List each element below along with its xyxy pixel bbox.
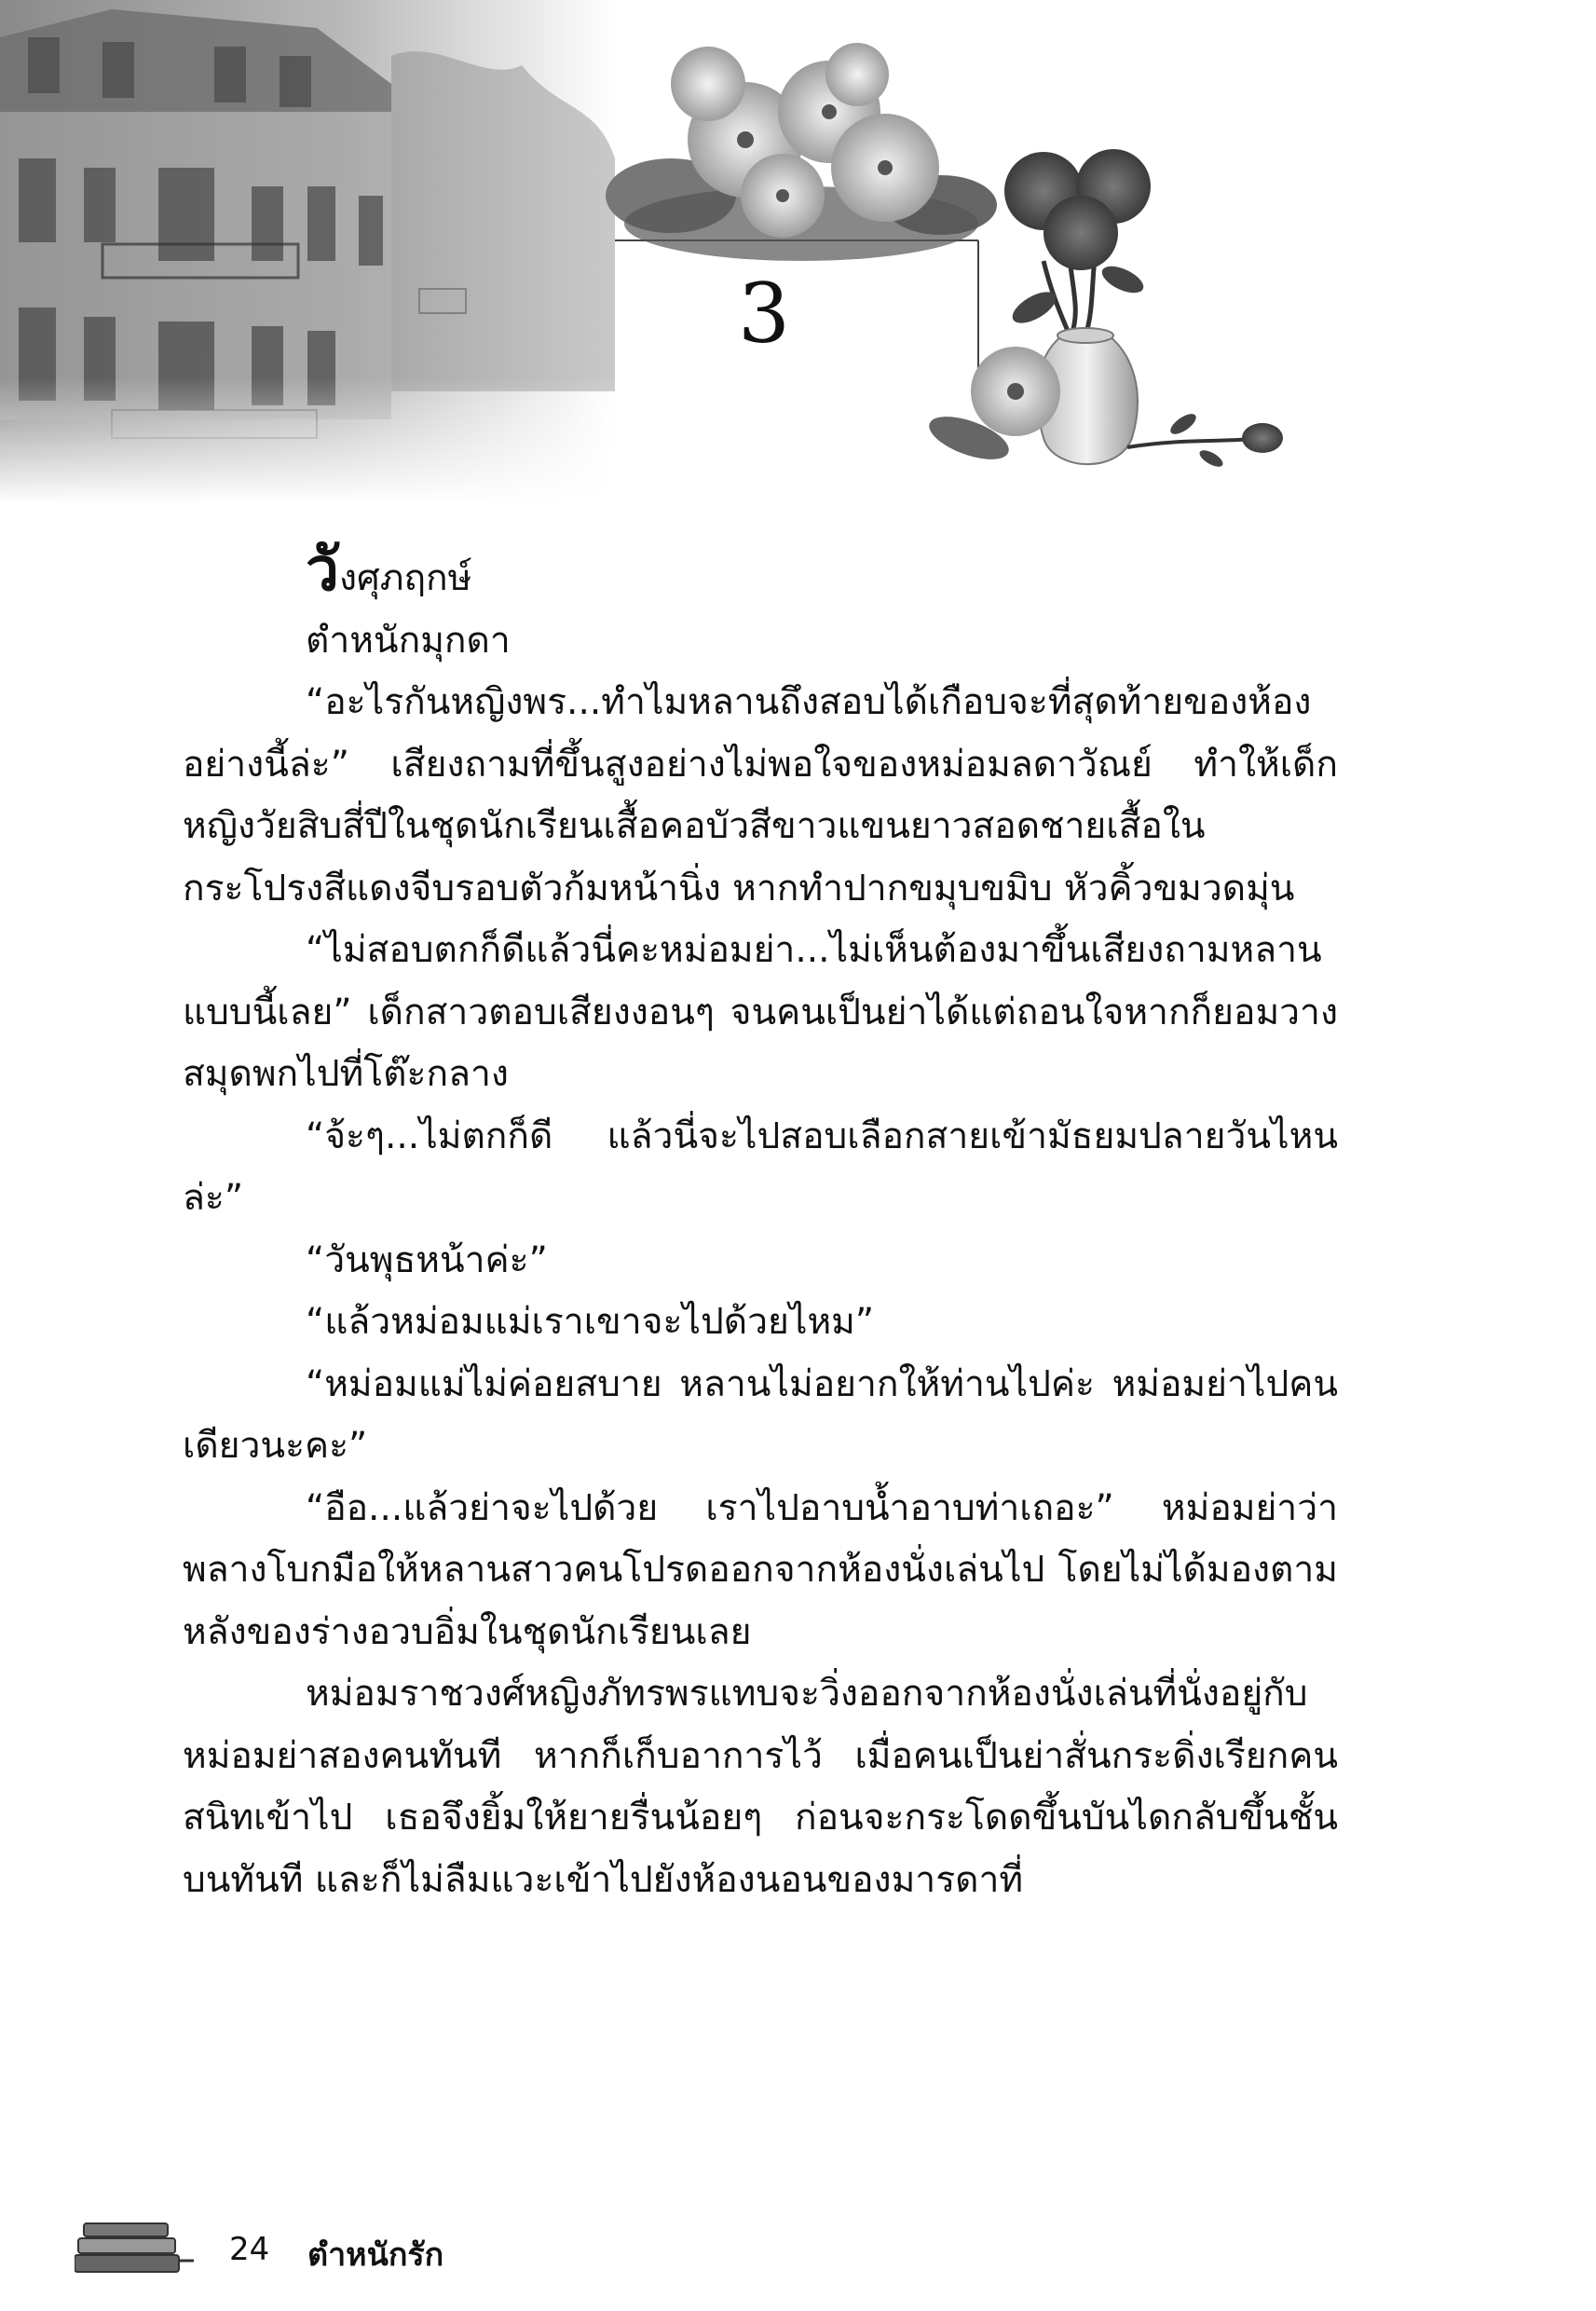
paragraph: “วันพุธหน้าค่ะ” (306, 1238, 548, 1281)
chapter-header-illustration (0, 0, 1596, 522)
book-stack-icon (75, 2218, 196, 2277)
paragraph: หม่อมราชวงศ์หญิงภัทรพรแทบจะวิ่งออกจากห้องนั่งเล่นที่นั่งอยู่กับหม่อมย่าสองคนทันที หากก็เก็บอาการไว้ เมื่อคนเป็นย่าสั่นกระดิ่งเรียกคนสนิทเข้าไป เธอจึงยิ้มให้ยายรื่นน้อยๆ ก่อนจะกระโดดขึ้นบันไดกลับขึ้นชั้นบนทันที และก็ไม่ลืมแวะเข้าไปยังห้องนอนของมารดาที่ (183, 1673, 1338, 1901)
mansion-image (0, 0, 615, 503)
paragraph: “แล้วหม่อมแม่เราเขาจะไปด้วยไหม” (306, 1301, 875, 1343)
running-title: ตำหนักรัก (307, 2236, 444, 2274)
chapter-number: 3 (738, 266, 790, 362)
paragraph: “หม่อมแม่ไม่ค่อยสบาย หลานไม่อยากให้ท่านไปค่ะ หม่อมย่าไปคนเดียวนะคะ” (183, 1362, 1338, 1467)
opening-heading-rest: งศุภฤกษ์ (338, 557, 472, 599)
page-number: 24 (229, 2231, 270, 2268)
paragraph: “อือ...แล้วย่าจะไปด้วย เราไปอาบน้ำอาบท่าเถอะ” หม่อมย่าว่าพลางโบกมือให้หลานสาวคนโปรดออกจากห้องนั่งเล่นไป โดยไม่ได้มองตามหลังของร่างอวบอิ่มในชุดนักเรียนเลย (183, 1486, 1338, 1653)
paragraph: “ไม่สอบตกก็ดีแล้วนี่คะหม่อมย่า...ไม่เห็นต้องมาขึ้นเสียงถามหลานแบบนี้เลย” เด็กสาวตอบเสียงงอนๆ จนคนเป็นย่าได้แต่ถอนใจหากก็ยอมวางสมุดพกไปที่โต๊ะกลาง (183, 929, 1338, 1095)
paragraph: “อะไรกันหญิงพร...ทำไมหลานถึงสอบได้เกือบจะที่สุดท้ายของห้องอย่างนี้ล่ะ” เสียงถามที่ขึ้นสูงอย่างไม่พอใจของหม่อมลดาวัณย์ ทำให้เด็กหญิงวัยสิบสี่ปีในชุดนักเรียนเสื้อคอบัวสีขาวแขนยาวสอดชายเสื้อในกระโปรงสีแดงจีบรอบตัวก้มหน้านิ่ง หากทำปากขมุบขมิบ หัวคิ้วขมวดมุ่น (183, 681, 1338, 909)
paragraph: ตำหนักมุกดา (306, 619, 511, 662)
drop-cap: วั (306, 535, 339, 605)
page-footer (75, 2218, 634, 2283)
opening-heading (183, 535, 1338, 610)
flower-bouquet-image (606, 43, 997, 261)
paragraph: “จ้ะๆ...ไม่ตกก็ดี แล้วนี่จะไปสอบเลือกสายเข้ามัธยมปลายวันไหนล่ะ” (183, 1114, 1338, 1219)
chapter-text (183, 535, 1338, 1911)
